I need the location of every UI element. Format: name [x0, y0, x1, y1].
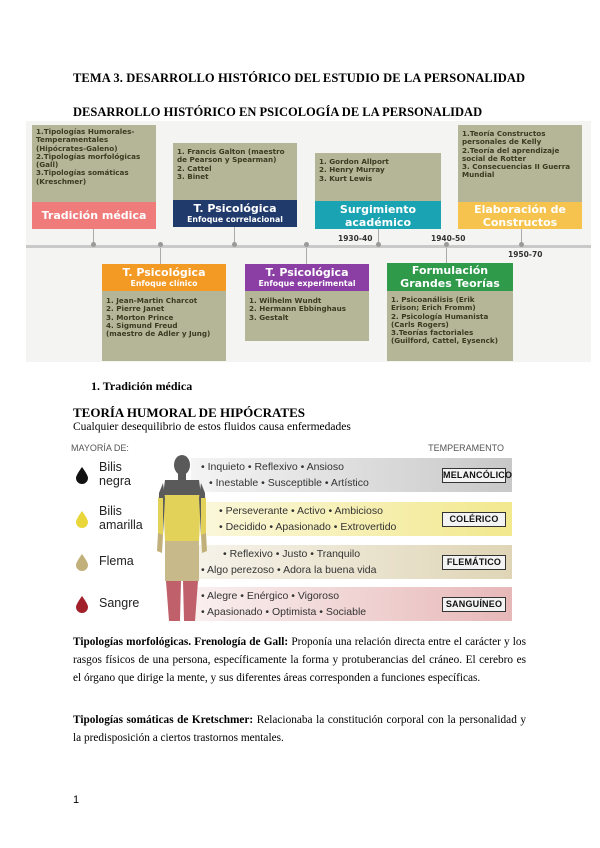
document-title: TEMA 3. DESARROLLO HISTÓRICO DEL ESTUDIO DE LA PERSONALIDAD: [73, 71, 526, 85]
theory-caption: Cualquier desequilibrio de estos fluidos causa enfermedades: [73, 421, 351, 433]
banner-enfoque-correlacional: T. Psicológica Enfoque correlacional: [173, 200, 297, 227]
right-header: TEMPERAMENTO: [428, 443, 504, 453]
section-heading: 1. Tradición médica: [91, 379, 193, 393]
humour-name: Sangre: [99, 596, 140, 610]
paragraph-gall: Tipologías morfológicas. Frenología de Gall: Proponía una relación directa entre el carácter y los rasgos físicos de una persona, específicamente la forma y protuberancias del cráneo. El cerebro es el órgano que dirige la mente, y sus diferentes áreas corresponden a funciones específicas.: [73, 636, 526, 684]
left-header: MAYORÍA DE:: [71, 443, 129, 453]
traits-line: • Perseverante • Activo • Ambicioso: [219, 505, 383, 517]
temperament-label: COLÉRICO: [442, 512, 506, 527]
humour-row-bilis-amarilla: [67, 500, 512, 538]
timeline-connector: [306, 248, 307, 265]
humour-row-sangre: [67, 585, 512, 623]
timeline-dot: [91, 242, 96, 247]
timeline-diagram: [26, 121, 591, 362]
banner-grandes-teorias: Formulación Grandes Teorías: [387, 263, 513, 291]
timeline-dot: [232, 242, 237, 247]
drop-icon: [75, 595, 89, 613]
humour-name: Bilis amarilla: [99, 504, 143, 532]
traits-line: • Decidido • Apasionado • Extrovertido: [219, 521, 397, 533]
temperament-label: MELANCÓLICO: [442, 468, 506, 483]
paragraph-kretschmer: Tipologías somáticas de Kretschmer: Relacionaba la constitución corporal con la personalidad y la predisposición a ciertos trastornos mentales.: [73, 714, 527, 744]
traits-line: • Apasionado • Optimista • Sociable: [201, 606, 367, 618]
temperament-label: SANGUÍNEO: [442, 597, 506, 612]
timeline-dot: [376, 242, 381, 247]
date-label: 1940-50: [431, 234, 466, 243]
traits-line: • Reflexivo • Justo • Tranquilo: [223, 548, 361, 560]
bottom-box-clinico: 1. Jean-Martin Charcot 2. Pierre Janet 3. Morton Prince 4. Sigmund Freud (maestro de Adler y Jung): [102, 291, 226, 361]
date-label: 1950-70: [508, 250, 543, 259]
top-box-tradicion: 1.Tipologías Humorales- Temperamentales (Hipócrates-Galeno) 2.Tipologías morfológicas (Gall) 3.Tipologías somáticas (Kreschmer): [32, 125, 156, 202]
document-subtitle: DESARROLLO HISTÓRICO EN PSICOLOGÍA DE LA PERSONALIDAD: [73, 105, 483, 119]
date-label: 1930-40: [338, 234, 373, 243]
banner-enfoque-experimental: T. Psicológica Enfoque experimental: [245, 264, 369, 291]
banner-tradicion-medica: Tradición médica: [32, 202, 156, 229]
page-number: 1: [73, 794, 80, 806]
human-body-illustration: [157, 453, 207, 625]
top-box-correlacional: 1. Francis Galton (maestro de Pearson y Spearman) 2. Cattel 3. Binet: [173, 143, 297, 200]
top-box-academico: 1. Gordon Allport 2. Henry Murray 3. Kurt Lewis: [315, 153, 441, 201]
banner-elaboracion-constructos: Elaboración de Constructos: [458, 202, 582, 229]
bottom-box-grandes-teorias: 1. Psicoanálisis (Erik Erison; Erich Fromm) 2. Psicología Humanista (Carls Rogers) 3.Teorías factoriales (Guilford, Cattel, Eysenck): [387, 291, 513, 361]
timeline-dot: [158, 242, 163, 247]
humour-row-bilis-negra: [67, 456, 512, 494]
drop-icon: [75, 466, 89, 484]
banner-surgimiento-academico: Surgimiento académico: [315, 201, 441, 229]
drop-icon: [75, 510, 89, 528]
traits-line: • Inquieto • Reflexivo • Ansioso: [201, 461, 344, 473]
timeline-dot: [304, 242, 309, 247]
temperament-label: FLEMÁTICO: [442, 555, 506, 570]
humour-name: Bilis negra: [99, 460, 131, 488]
timeline-dot: [519, 242, 524, 247]
timeline-connector: [160, 248, 161, 265]
top-box-constructos: 1.Teoría Constructos personales de Kelly 2.Teoría del aprendizaje social de Rotter 3. Consecuencias II Guerra Mundial: [458, 125, 582, 202]
humour-row-flema: [67, 543, 512, 581]
bottom-box-experimental: 1. Wilhelm Wundt 2. Hermann Ebbinghaus 3. Gestalt: [245, 291, 369, 341]
traits-line: • Algo perezoso • Adora la buena vida: [201, 564, 377, 576]
traits-line: • Inestable • Susceptible • Artístico: [209, 477, 369, 489]
drop-icon: [75, 553, 89, 571]
banner-enfoque-clinico: T. Psicológica Enfoque clínico: [102, 264, 226, 291]
traits-line: • Alegre • Enérgico • Vigoroso: [201, 590, 340, 602]
humour-name: Flema: [99, 554, 134, 568]
humours-infographic: [67, 441, 512, 625]
theory-title: TEORÍA HUMORAL DE HIPÓCRATES: [73, 405, 305, 420]
